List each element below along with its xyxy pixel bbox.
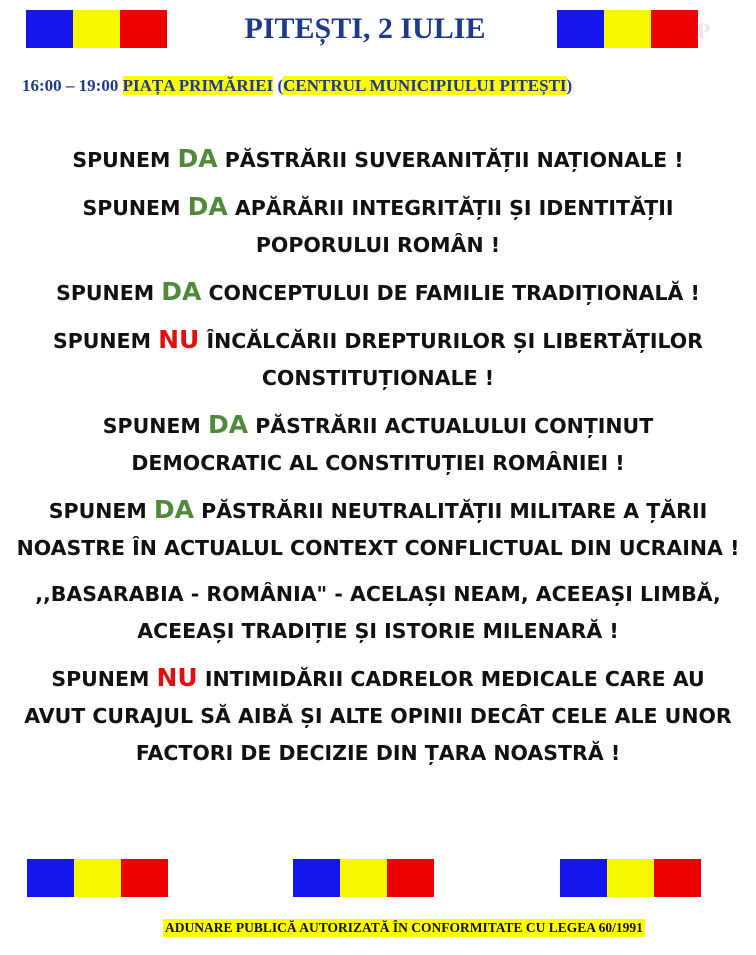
event-time: 16:00 – 19:00 [22, 76, 119, 95]
slogan-text-line2: ACEEAȘI TRADIȚIE ȘI ISTORIE MILENARĂ ! [137, 619, 619, 643]
slogan-prefix: SPUNEM [102, 414, 201, 438]
slogan-text: ÎNCĂLCĂRII DREPTURILOR ȘI LIBERTĂȚILOR [206, 329, 704, 353]
event-place-detail: CENTRUL MUNICIPIULUI PITEȘTI [283, 76, 567, 95]
faded-letter: P [697, 18, 711, 43]
legal-notice: ADUNARE PUBLICĂ AUTORIZATĂ ÎN CONFORMITATE CU LEGEA 60/1991 [165, 920, 643, 935]
page-title: PITEȘTI, 2 IULIE [244, 12, 486, 45]
slogan-cadre-medicale [0, 659, 756, 772]
slogan-keyword-da: DA [153, 495, 195, 524]
slogan-constitutie [0, 406, 756, 482]
slogan-list [0, 140, 756, 781]
slogan-text: APĂRĂRII INTEGRITĂȚII ȘI IDENTITĂȚII [234, 196, 674, 220]
slogan-keyword-da: DA [161, 277, 202, 306]
slogan-keyword-nu: NU [158, 325, 200, 354]
open-paren: ( [277, 76, 284, 95]
slogan-integritate [0, 188, 756, 264]
slogan-text: PĂSTRĂRII SUVERANITĂȚII NAȚIONALE ! [224, 148, 684, 172]
slogan-text-line3: FACTORI DE DECIZIE DIN ȚARA NOASTRĂ ! [135, 741, 621, 765]
slogan-neutralitate [0, 491, 756, 567]
slogan-keyword-da: DA [207, 410, 249, 439]
slogan-basarabia [0, 576, 756, 650]
slogan-drepturi [0, 321, 756, 397]
slogan-text-line2: AVUT CURAJUL SĂ AIBĂ ȘI ALTE OPINII DECÂT CELE ALE UNOR [24, 704, 732, 728]
romanian-flag-bottom-right [560, 859, 701, 897]
slogan-prefix: SPUNEM [56, 281, 155, 305]
romanian-flag-top-left [26, 10, 167, 48]
slogan-keyword-da: DA [187, 192, 228, 221]
slogan-suveranitate [0, 140, 756, 179]
slogan-prefix: SPUNEM [48, 499, 147, 523]
slogan-keyword-da: DA [177, 144, 218, 173]
slogan-prefix: SPUNEM [52, 329, 151, 353]
slogan-prefix: SPUNEM [72, 148, 171, 172]
romanian-flag-bottom-center [293, 859, 434, 897]
slogan-prefix: SPUNEM [51, 667, 150, 691]
slogan-text: CONCEPTULUI DE FAMILIE TRADIȚIONALĂ ! [208, 281, 700, 305]
slogan-text: INTIMIDĂRII CADRELOR MEDICALE CARE AU [204, 667, 705, 691]
romanian-flag-bottom-left [27, 859, 168, 897]
event-place: PIAȚA PRIMĂRIEI [122, 76, 274, 95]
slogan-text-line2: DEMOCRATIC AL CONSTITUȚIEI ROMÂNIEI ! [131, 451, 625, 475]
slogan-text-line2: POPORULUI ROMÂN ! [255, 233, 501, 257]
close-paren: ) [566, 76, 573, 95]
romanian-flag-top-right [557, 10, 698, 48]
slogan-text-line2: CONSTITUȚIONALE ! [261, 366, 495, 390]
slogan-keyword-nu: NU [156, 663, 198, 692]
event-info [22, 76, 572, 96]
slogan-familie [0, 273, 756, 312]
slogan-text-line2: NOASTRE ÎN ACTUALUL CONTEXT CONFLICTUAL DIN UCRAINA ! [16, 536, 740, 560]
slogan-text: PĂSTRĂRII ACTUALULUI CONȚINUT [255, 414, 654, 438]
slogan-text: PĂSTRĂRII NEUTRALITĂȚII MILITARE A ȚĂRII [201, 499, 708, 523]
slogan-text: ,,BASARABIA - ROMÂNIA" - ACELAȘI NEAM, ACEEAȘI LIMBĂ, [35, 582, 721, 606]
slogan-prefix: SPUNEM [82, 196, 181, 220]
